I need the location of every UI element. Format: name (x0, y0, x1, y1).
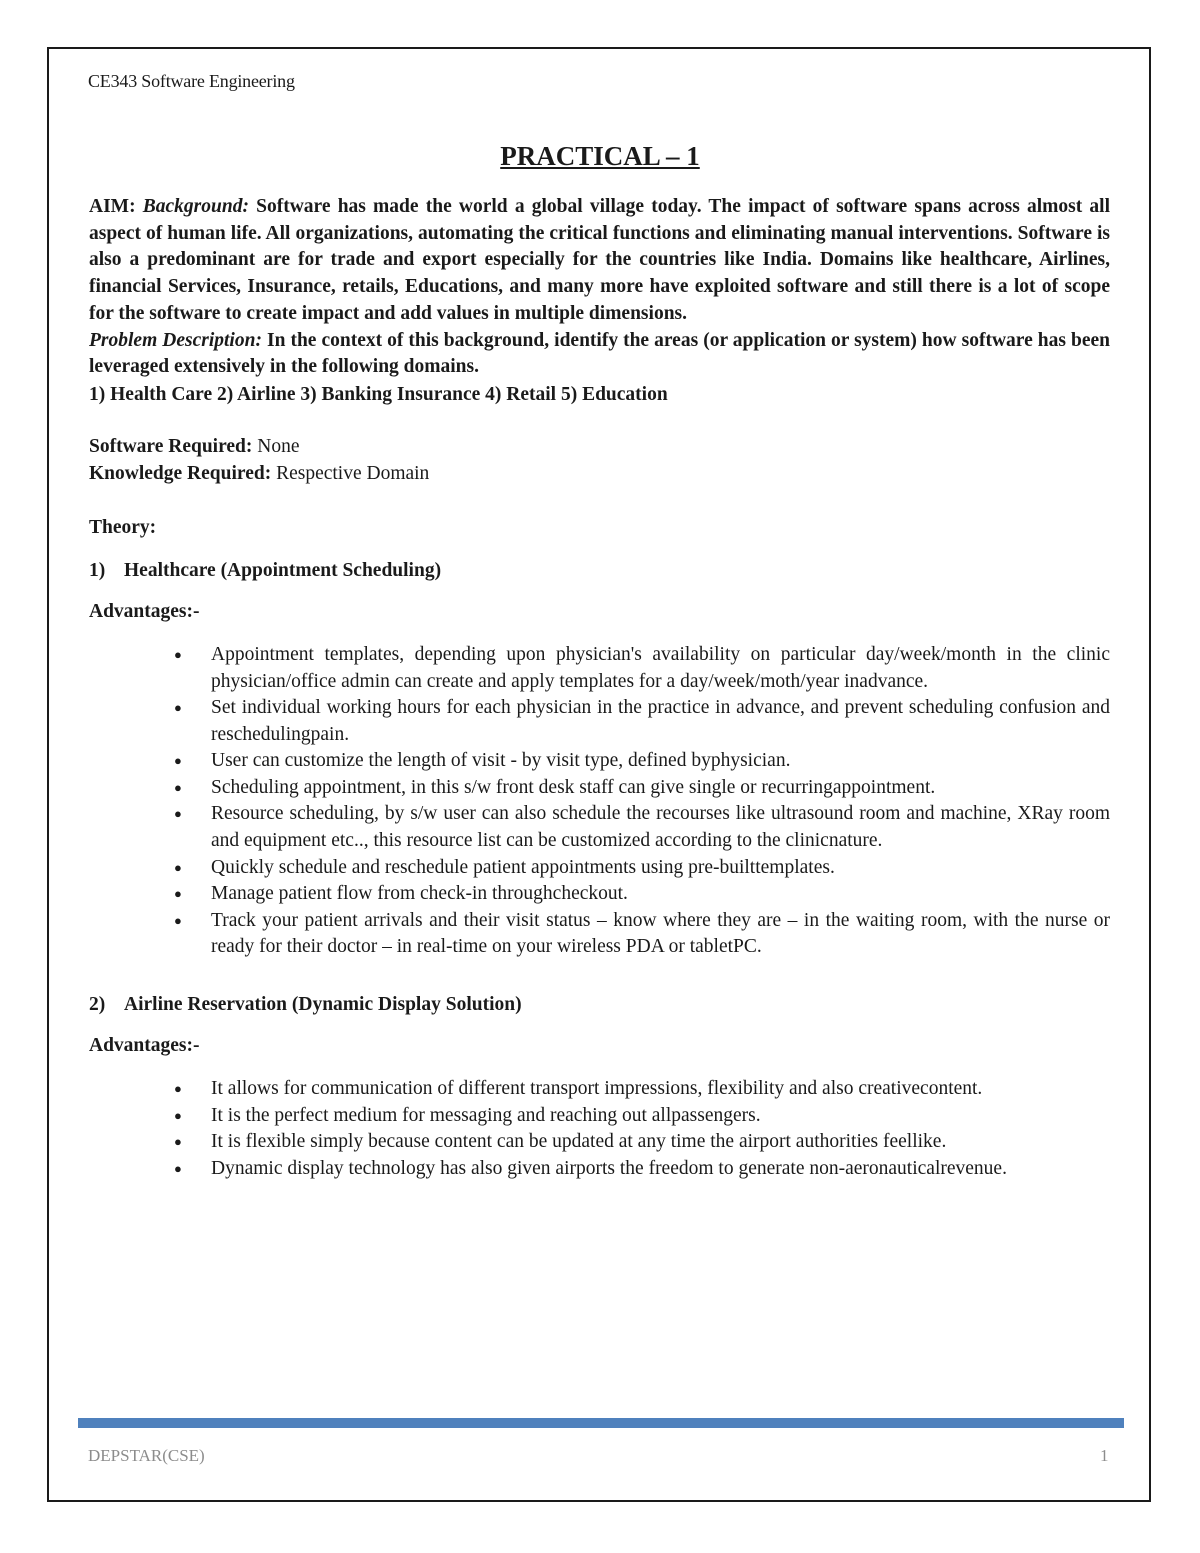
list-item: ● Scheduling appointment, in this s/w front desk staff can give single or recurringappointment. (211, 775, 1110, 802)
list-item: ● It is flexible simply because content can be updated at any time the airport authorities feellike. (211, 1129, 1110, 1156)
list-item: ● Set individual working hours for each physician in the practice in advance, and prevent scheduling confusion and reschedulingpain. (211, 695, 1110, 748)
software-required-label: Software Required: (89, 435, 253, 457)
section-heading (89, 991, 1110, 1018)
footer-department: DEPSTAR(CSE) (88, 1446, 205, 1465)
knowledge-required-label: Knowledge Required: (89, 462, 272, 484)
list-item: ● It is the perfect medium for messaging and reaching out allpassengers. (211, 1103, 1110, 1130)
footer-divider (78, 1418, 1124, 1428)
problem-text: In the context of this background, identify the areas (or application or system) how software has been leveraged extensively in the following domains. (89, 329, 1111, 378)
background-label: Background: (142, 196, 249, 217)
aim-label: AIM: (89, 196, 136, 217)
domain-list: 1) Health Care 2) Airline 3) Banking Insurance 4) Retail 5) Education (89, 383, 668, 405)
section-heading (89, 557, 1110, 584)
page-header: CE343 Software Engineering (88, 71, 295, 91)
section-title: Airline Reservation (Dynamic Display Solution) (124, 994, 522, 1016)
advantages-label: Advantages:- (89, 1035, 200, 1057)
software-required-value: None (257, 435, 300, 457)
section-airline (89, 991, 1110, 1182)
section-number: 2) (89, 994, 106, 1016)
section-title: Healthcare (Appointment Scheduling) (124, 559, 442, 581)
page-title: PRACTICAL – 1 (500, 141, 700, 171)
list-item: ● Dynamic display technology has also given airports the freedom to generate non-aeronauticalrevenue. (211, 1156, 1110, 1183)
requirements (89, 433, 1110, 487)
aim-paragraph (89, 194, 1110, 381)
problem-label: Problem Description: (89, 329, 262, 351)
list-item: ● Manage patient flow from check-in throughcheckout. (211, 881, 1110, 908)
advantages-list (89, 1076, 1110, 1182)
theory-heading: Theory: (89, 516, 157, 538)
list-item: ● Track your patient arrivals and their visit status – know where they are – in the waiting room, with the nurse or ready for their doctor – in real-time on your wireless PDA or tabletPC. (211, 908, 1110, 961)
list-item: ● Appointment templates, depending upon physician's availability on particular day/week/month in the clinic physician/office admin can create and apply templates for a day/week/moth/year inadvance. (211, 642, 1110, 695)
list-item: ● Quickly schedule and reschedule patient appointments using pre-builttemplates. (211, 855, 1110, 882)
list-item: ● User can customize the length of visit - by visit type, defined byphysician. (211, 748, 1110, 775)
knowledge-required-value: Respective Domain (276, 462, 430, 484)
advantages-list (89, 642, 1110, 961)
list-item: ● It allows for communication of different transport impressions, flexibility and also creativecontent. (211, 1076, 1110, 1103)
page-number: 1 (1100, 1446, 1109, 1465)
list-item: ● Resource scheduling, by s/w user can also schedule the recourses like ultrasound room and machine, XRay room and equipment etc.., this resource list can be customized according to the clinicnature. (211, 801, 1110, 854)
section-number: 1) (89, 559, 106, 581)
advantages-label: Advantages:- (89, 600, 200, 622)
background-text: Software has made the world a global village today. The impact of software spans across almost all aspect of human life. All organizations, automating the critical functions and eliminating manual interventions. Software is also a predominant are for trade and export especially for the countries like India. Domains like healthcare, Airlines, financial Services, Insurance, retails, Educations, and many more have exploited software and still there is a lot of scope for the software to create impact and add values in multiple dimensions. (89, 196, 1111, 324)
section-healthcare (89, 557, 1110, 961)
document-body (89, 194, 1110, 1182)
